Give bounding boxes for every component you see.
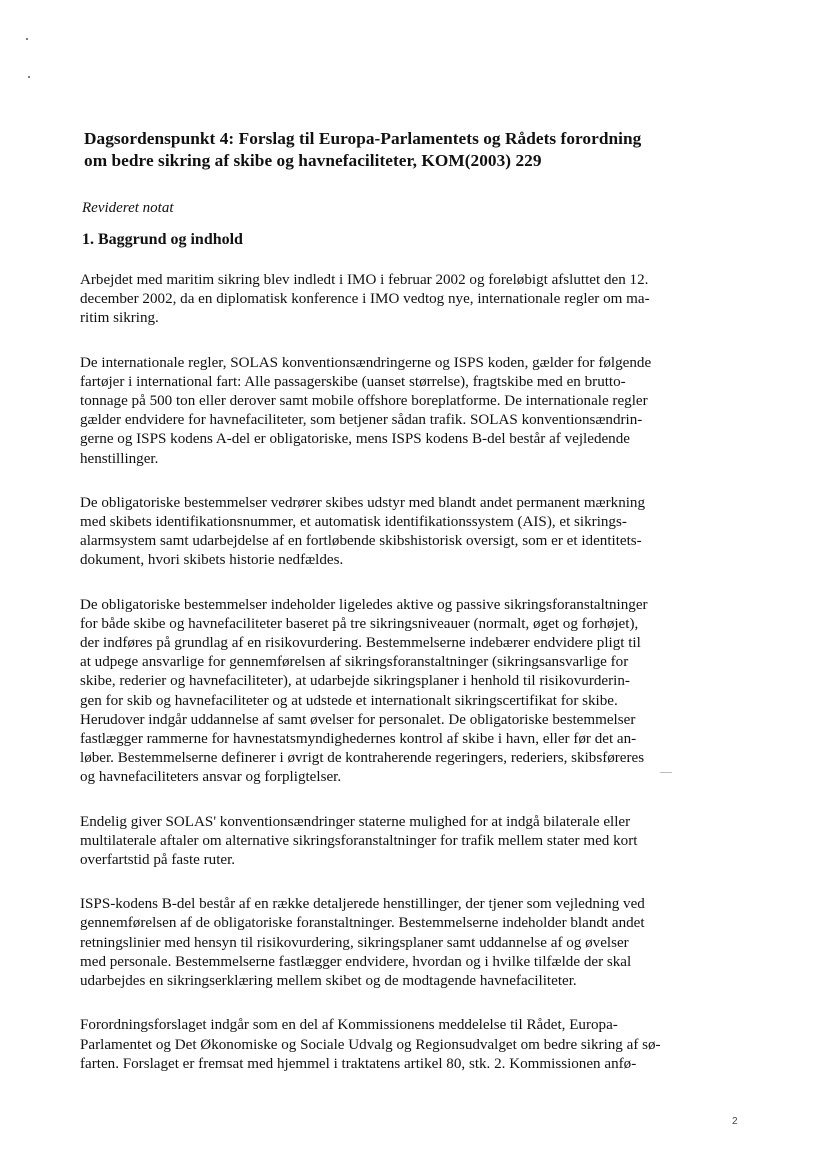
paragraph-1 (80, 271, 752, 329)
paragraph-7 (80, 1016, 752, 1074)
paragraph-line: gælder endvidere for havnefaciliteter, som betjener sådan trafik. SOLAS konventionsændrin- (80, 412, 643, 429)
paragraph-line: for både skibe og havnefaciliteter baseret på tre sikringsniveauer (normalt, øget og forhøjet), (80, 615, 639, 632)
paragraph-line: De obligatoriske bestemmelser indeholder ligeledes aktive og passive sikringsforanstaltninger (80, 596, 648, 613)
paragraph-line: retningslinier med hensyn til risikovurdering, sikringsplaner samt uddannelse af og øvelser (80, 934, 629, 951)
paragraph-line: gerne og ISPS kodens A-del er obligatoriske, mens ISPS kodens B-del består af vejledende (80, 431, 630, 448)
paragraph-line: løber. Bestemmelserne definerer i øvrigt de kontraherende regeringers, rederiers, skibsføreres (80, 750, 645, 767)
paragraph-3 (80, 494, 752, 571)
paragraph-line: gennemførelsen af de obligatoriske foranstaltninger. Bestemmelserne indeholder blandt andet (80, 915, 645, 932)
paragraph-line: De internationale regler, SOLAS konventionsændringerne og ISPS koden, gælder for følgende (80, 354, 652, 371)
paragraph-line: alarmsystem samt udarbejdelse af en fortløbende skibshistorisk oversigt, som er et identitets- (80, 533, 642, 550)
paragraph-4 (80, 596, 752, 788)
document-subtitle: Revideret notat (82, 200, 174, 216)
paragraph-line: ritim sikring. (80, 310, 159, 327)
paragraph-line: henstillinger. (80, 450, 159, 467)
paragraph-line: december 2002, da en diplomatisk konference i IMO vedtog nye, internationale regler om ma- (80, 291, 650, 308)
section-heading: 1. Baggrund og indhold (82, 231, 243, 248)
paragraph-line: Endelig giver SOLAS' konventionsændringer staterne mulighed for at indgå bilaterale eller (80, 813, 631, 830)
paragraph-line: der indføres på grundlag af en risikovurdering. Bestemmelserne indebærer endvidere pligt til (80, 635, 641, 652)
document-title (84, 128, 752, 172)
paragraph-5 (80, 813, 752, 871)
paragraph-line: farten. Forslaget er fremsat med hjemmel i traktatens artikel 80, stk. 2. Kommissionen anfø- (80, 1055, 637, 1072)
paragraph-line: fartøjer i international fart: Alle passagerskibe (uanset størrelse), fragtskibe med en brutto- (80, 373, 626, 390)
title-line: om bedre sikring af skibe og havnefaciliteter, KOM(2003) 229 (84, 151, 542, 170)
title-line: Dagsordenspunkt 4: Forslag til Europa-Parlamentets og Rådets forordning (84, 129, 642, 148)
paragraph-line: dokument, hvori skibets historie nedfældes. (80, 552, 344, 569)
paragraph-line: at udpege ansvarlige for gennemførelsen af sikringsforanstaltninger (sikringsansvarlige for (80, 654, 629, 671)
paragraph-line: Forordningsforslaget indgår som en del af Kommissionens meddelelse til Rådet, Europa- (80, 1017, 618, 1034)
paragraph-line: Arbejdet med maritim sikring blev indledt i IMO i februar 2002 og foreløbigt afsluttet den 12. (80, 272, 649, 288)
paragraph-line: og havnefaciliteters ansvar og forpligtelser. (80, 769, 342, 786)
paragraph-line: De obligatoriske bestemmelser vedrører skibes udstyr med blandt andet permanent mærkning (80, 494, 646, 511)
paragraph-line: gen for skib og havnefaciliteter og at udstede et internationalt sikringscertifikat for skibe. (80, 692, 618, 709)
scan-speck (28, 76, 30, 78)
paragraph-line: ISPS-kodens B-del består af en række detaljerede henstillinger, der tjener som vejledning ved (80, 896, 645, 913)
paragraph-line: fastlægger rammerne for havnestatsmyndighedernes kontrol af skibe i havn, eller før det an- (80, 731, 637, 748)
paragraph-line: med skibets identifikationsnummer, et automatisk identifikationssystem (AIS), et sikrings- (80, 514, 627, 531)
page-number: 2 (732, 1116, 738, 1127)
paragraph-line: Herudover indgår uddannelse af samt øvelser for personalet. De obligatoriske bestemmelser (80, 711, 636, 728)
paragraph-line: overfartstid på faste ruter. (80, 852, 236, 869)
paragraph-line: skibe, rederier og havnefaciliteter), at udarbejde sikringsplaner i henhold til risikovurderin- (80, 673, 630, 690)
scan-speck (26, 38, 28, 40)
paragraph-line: Parlamentet og Det Økonomiske og Sociale Udvalg og Regionsudvalget om bedre sikring af sø- (80, 1036, 661, 1053)
paragraph-line: multilaterale aftaler om alternative sikringsforanstaltninger for trafik mellem stater med kort (80, 832, 638, 849)
paragraph-6 (80, 895, 752, 991)
paragraph-line: med personale. Bestemmelserne fastlægger endvidere, hvordan og i hvilke tilfælde der skal (80, 953, 632, 970)
paragraph-line: udarbejdes en sikringserklæring mellem skibet og de modtagende havnefaciliteter. (80, 973, 577, 990)
paragraph-line: tonnage på 500 ton eller derover samt mobile offshore boreplatforme. De internationale regler (80, 393, 648, 410)
document-body (80, 128, 752, 1099)
paragraph-2 (80, 354, 752, 469)
